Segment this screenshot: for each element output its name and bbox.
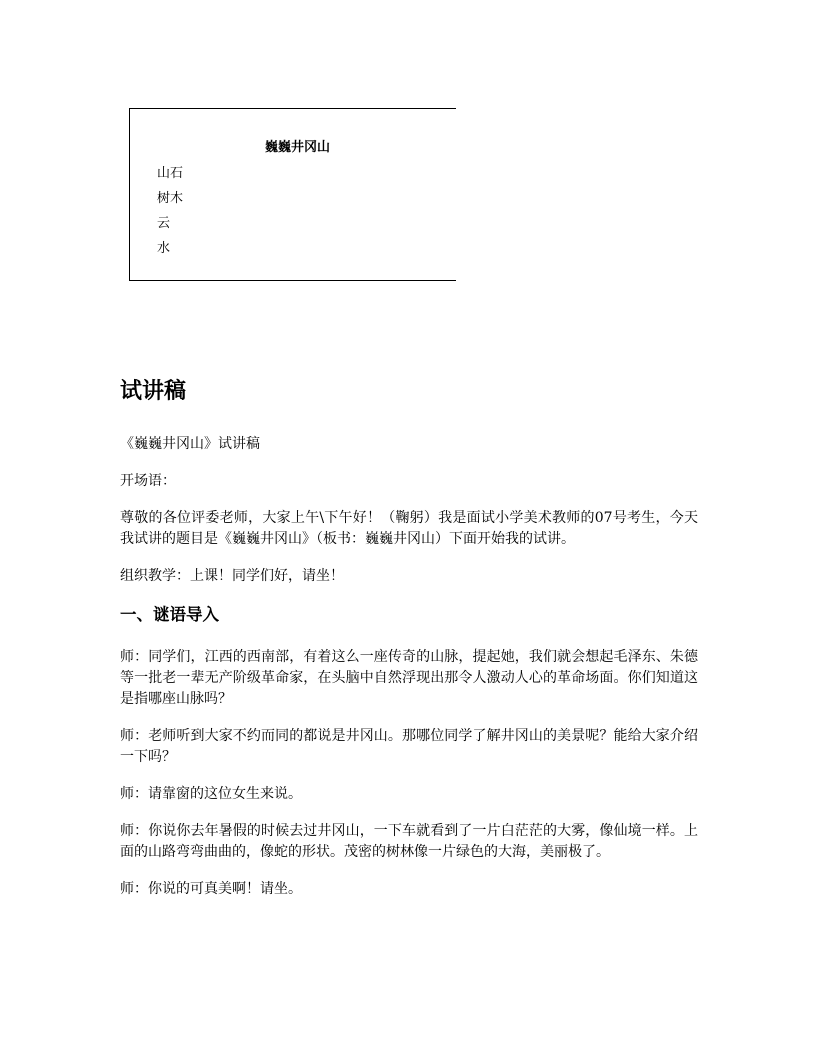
dialogue-paragraph: 师：老师听到大家不约而同的都说是井冈山。那哪位同学了解井冈山的美景呢？能给大家介绍一下吗？ bbox=[120, 728, 698, 765]
opening-paragraph: 尊敬的各位评委老师，大家上午\下午好！（鞠躬）我是面试小学美术教师的07号考生，今天我试讲的题目是《巍巍井冈山》（板书：巍巍井冈山）下面开始我的试讲。 bbox=[120, 510, 698, 547]
dialogue-paragraph: 师：同学们，江西的西南部，有着这么一座传奇的山脉，提起她，我们就会想起毛泽东、朱德等一批老一辈无产阶级革命家，在头脑中自然浮现出那令人激动人心的革命场面。你们知道这是指哪座山脉吗？ bbox=[120, 649, 698, 707]
document-subtitle: 《巍巍井冈山》试讲稿 bbox=[120, 436, 260, 452]
blackboard-item: 树木 bbox=[157, 191, 184, 206]
blackboard-item: 山石 bbox=[157, 166, 184, 181]
section-heading: 一、谜语导入 bbox=[120, 605, 219, 624]
dialogue-paragraph: 师：请靠窗的这位女生来说。 bbox=[120, 786, 302, 802]
document-title: 试讲稿 bbox=[120, 379, 187, 404]
blackboard-item: 云 bbox=[157, 216, 171, 231]
dialogue-paragraph: 师：你说你去年暑假的时候去过井冈山，一下车就看到了一片白茫茫的大雾，像仙境一样。上面的山路弯弯曲曲的，像蛇的形状。茂密的树林像一片绿色的大海，美丽极了。 bbox=[120, 823, 698, 860]
blackboard-item: 水 bbox=[157, 241, 171, 256]
document-body bbox=[120, 376, 698, 916]
dialogue-paragraph: 师：你说的可真美啊！请坐。 bbox=[120, 881, 302, 897]
blackboard-item-list bbox=[157, 161, 183, 261]
blackboard-title: 巍巍井冈山 bbox=[265, 140, 331, 155]
organize-paragraph: 组织教学：上课！同学们好，请坐！ bbox=[120, 568, 344, 584]
blackboard-plan bbox=[129, 108, 456, 281]
opening-label: 开场语： bbox=[120, 473, 176, 489]
